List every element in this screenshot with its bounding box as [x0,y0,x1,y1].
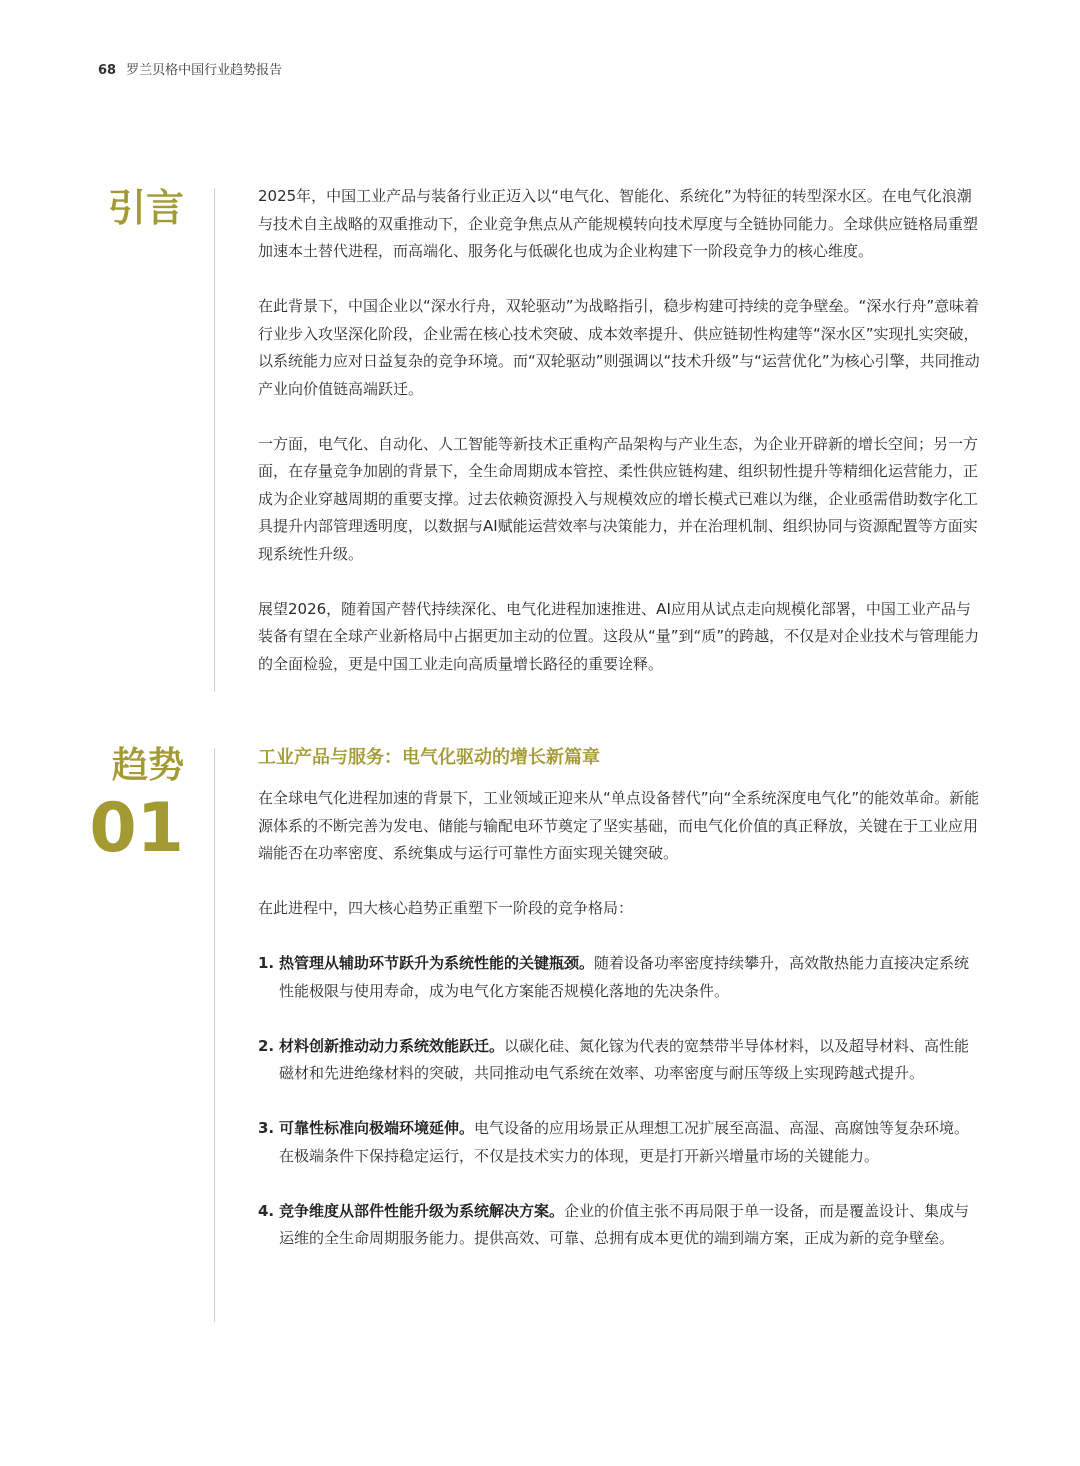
intro-paragraph: 在此背景下，中国企业以“深水行舟，双轮驱动”为战略指引，稳步构建可持续的竞争壁垒。“深水行舟”意味着行业步入攻坚深化阶段，企业需在核心技术突破、成本效率提升、供应链韧性构建等“深水区”实现扎实突破，以系统能力应对日益复杂的竞争环境。而“双轮驱动”则强调以“技术升级”与“运营优化”为核心引擎，共同推动产业向价值链高端跃迁。 [258,297,980,398]
list-item-text: 以碳化硅、氮化镓为代表的宽禁带半导体材料，以及超导材料、高性能磁材和先进绝缘材料的突破，共同推动电气系统在效率、功率密度与耐压等级上实现跨越式提升。 [279,1036,970,1082]
trend-heading: 工业产品与服务：电气化驱动的增长新篇章 [258,747,600,768]
trend-paragraph: 在此进程中，四大核心趋势正重塑下一阶段的竞争格局： [258,899,634,917]
intro-paragraph: 2025年，中国工业产品与装备行业正迈入以“电气化、智能化、系统化”为特征的转型深水区。在电气化浪潮与技术自主战略的双重推动下，企业竞争焦点从产能规模转向技术厚度与全链协同能力。全球供应链格局重塑加速本土替代进程，而高端化、服务化与低碳化也成为企业构建下一阶段竞争力的核心维度。 [258,187,979,260]
list-item-text: 企业的价值主张不再局限于单一设备，而是覆盖设计、集成与运维的全生命周期服务能力。提供高效、可靠、总拥有成本更优的端到端方案，正成为新的竞争壁垒。 [279,1201,970,1247]
list-item-number: 4. [258,1201,275,1220]
list-item-number: 3. [258,1119,275,1137]
intro-label: 引言 [107,186,184,230]
list-item-number: 1. [258,954,275,972]
list-item-text: 电气设备的应用场景正从理想工况扩展至高温、高湿、高腐蚀等复杂环境。在极端条件下保持稳定运行，不仅是技术实力的体现，更是打开新兴增量市场的关键能力。 [279,1119,970,1165]
list-item-number: 2. [258,1036,275,1055]
trend-number: 01 [89,789,184,868]
list-item-lead: 可靠性标准向极端环境延伸。 [279,1119,475,1137]
intro-section [258,183,982,706]
trend-section [258,743,982,1280]
list-item-text: 随着设备功率密度持续攀升，高效散热能力直接决定系统性能极限与使用寿命，成为电气化方案能否规模化落地的先决条件。 [279,954,970,1000]
trend-list-item [258,950,982,1005]
trend-paragraph: 在全球电气化进程加速的背景下，工业领域正迎来从“单点设备替代”向“全系统深度电气化”的能效革命。新能源体系的不断完善为发电、储能与输配电环节奠定了坚实基础，而电气化价值的真正释放，关键在于工业应用端能否在功率密度、系统集成与运行可靠性方面实现关键突破。 [258,789,980,862]
page-number: 68 [98,63,117,78]
trend-label: 趋势 [111,745,184,786]
list-item-lead: 竞争维度从部件性能升级为系统解决方案。 [279,1201,565,1220]
trend-list-item [258,1033,982,1088]
trend-divider [214,748,215,1322]
intro-paragraph: 一方面，电气化、自动化、人工智能等新技术正重构产品架构与产业生态，为企业开辟新的增长空间；另一方面，在存量竞争加剧的背景下，全生命周期成本管控、柔性供应链构建、组织韧性提升等精细化运营能力，正成为企业穿越周期的重要支撑。过去依赖资源投入与规模效应的增长模式已难以为继，企业亟需借助数字化工具提升内部管理透明度，以数据与AI赋能运营效率与决策能力，并在治理机制、组织协同与资源配置等方面实现系统性升级。 [258,434,979,563]
intro-divider [214,188,215,692]
report-title: 罗兰贝格中国行业趋势报告 [126,63,283,78]
list-item-lead: 材料创新推动动力系统效能跃迁。 [279,1036,505,1055]
trend-list-item [258,1198,982,1253]
intro-paragraph: 展望2026，随着国产替代持续深化、电气化进程加速推进、AI应用从试点走向规模化部署，中国工业产品与装备有望在全球产业新格局中占据更加主动的位置。这段从“量”到“质”的跨越，不仅是对企业技术与管理能力的全面检验，更是中国工业走向高质量增长路径的重要诠释。 [258,599,980,673]
trend-list-item [258,1115,982,1170]
list-item-lead: 热管理从辅助环节跃升为系统性能的关键瓶颈。 [279,954,595,972]
page-header [98,59,282,78]
